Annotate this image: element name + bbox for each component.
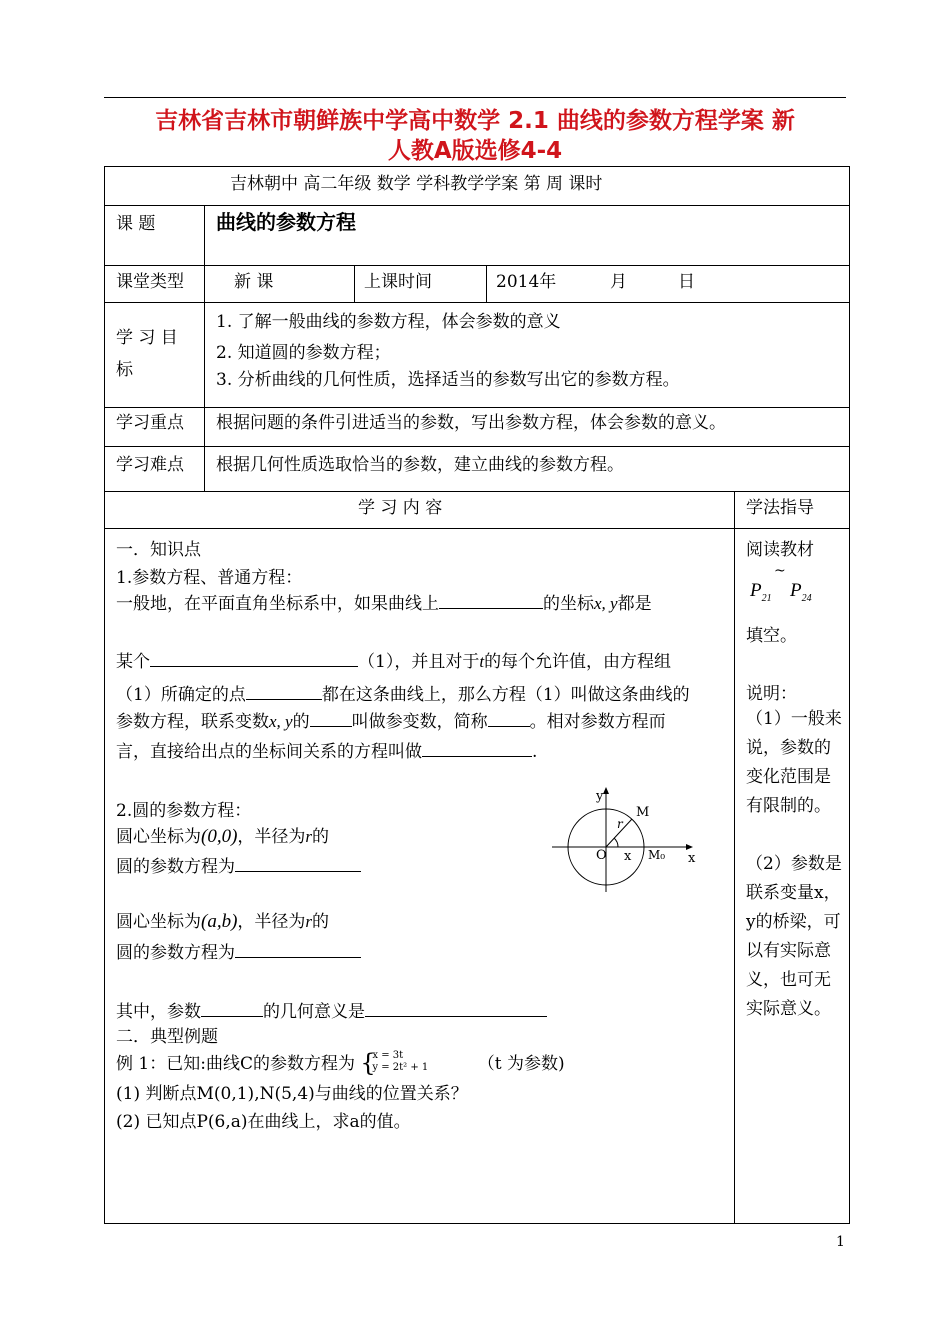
page-number: 1 [836,1234,845,1250]
circle-line-1: 圆心坐标为(0,0)，半径为r的 [116,826,330,847]
x-axis-label: x [688,851,696,866]
objectives-label-2: 标 [116,360,133,380]
lesson-day: 日 [678,272,695,292]
subsection-circle: 2.圆的参数方程： [116,801,252,821]
unit-circle-figure [548,784,708,894]
topic-value: 曲线的参数方程 [216,210,356,234]
radius-label: r [617,817,623,831]
side-explain: 说明： [746,684,797,704]
x-axis-arrow [686,844,693,850]
point-m-label: M [636,805,650,820]
example-question-2: (2) 已知点P(6,a)在曲线上，求a的值。 [116,1112,411,1132]
document-title [104,106,846,166]
angle-label: x [624,849,632,864]
col-divider [486,265,487,302]
title-line-2: 人教A版选修4-4 [387,138,563,164]
example-question-1: (1) 判断点M(0,1),N(5,4)与曲线的位置关系？ [116,1084,468,1104]
example-1: 例 1：已知:曲线C的参数方程为 { x = 3t y = 2t² + 1 （t 为参数) [116,1049,565,1077]
side-tilde: ~ [774,563,786,579]
lesson-month: 月 [610,272,627,292]
col-divider [354,265,355,302]
side-fill: 填空。 [746,626,797,646]
row-divider [104,528,850,529]
header-rule [104,97,846,98]
difficult-points-value: 根据几何性质选取恰当的参数，建立曲线的参数方程。 [216,455,624,475]
method-guide-header: 学法指导 [746,498,814,518]
lesson-type-label: 课堂类型 [116,272,184,292]
circle-line-5: 其中，参数 的几何意义是 [116,1000,547,1023]
lesson-year: 2014年 [496,272,557,292]
equation-system: { x = 3t y = 2t² + 1 [360,1049,429,1077]
side-page-start: $P_{21}$ [750,580,772,604]
para-2: 某个 （1），并且对于t的每个允许值，由方程组 [116,652,672,672]
lesson-time-label: 上课时间 [364,272,432,292]
col-divider [734,491,735,1224]
side-read-label: 阅读教材 [746,540,814,560]
para-1: 一般地，在平面直角坐标系中，如果曲线上 的坐标x, y都是 [116,594,652,614]
key-points-value: 根据问题的条件引进适当的参数，写出参数方程，体会参数的意义。 [216,413,726,433]
difficult-points-label: 学习难点 [116,455,184,475]
objective-item: 1. 了解一般曲线的参数方程，体会参数的意义 [216,312,561,332]
header-row-text: 吉林朝中 高二年级 数学 学科教学学案 第 周 课时 [230,174,603,194]
side-note-1: （1）一般来说，参数的变化范围是有限制的。 [746,709,842,816]
angle-arc [614,838,618,847]
y-axis-arrow [603,787,609,794]
row-divider [104,205,850,206]
para-3: （1）所确定的点 都在这条曲线上，那么方程（1）叫做这条曲线的 [116,685,690,705]
row-divider [104,446,850,447]
lesson-type-value: 新 课 [234,272,274,292]
row-divider [104,302,850,303]
row-divider [104,407,850,408]
subsection-parametric: 1.参数方程、普通方程： [116,568,303,588]
circle-line-2: 圆的参数方程为 [116,855,361,878]
para-5: 言，直接给出点的坐标间关系的方程叫做 . [116,742,538,762]
origin-label: O [596,848,607,863]
row-divider [104,265,850,266]
side-page-end: $P_{24}$ [790,580,812,604]
topic-label: 课 题 [116,214,156,234]
circle-line-4: 圆的参数方程为 [116,941,361,964]
content-header: 学 习 内 容 [358,498,443,518]
objective-item: 2. 知道圆的参数方程； [216,343,391,363]
para-4: 参数方程，联系变数x, y的 叫做参变数，简称 。相对参数方程而 [116,712,666,732]
section-knowledge: 一．知识点 [116,540,201,560]
circle-line-3: 圆心坐标为(a,b)，半径为r的 [116,911,330,932]
key-points-label: 学习重点 [116,413,184,433]
y-axis-label: y [596,789,604,804]
objectives-label-1: 学 习 目 [116,328,178,348]
side-note-2: （2）参数是联系变量x，y的桥梁，可以有实际意义，也可无实际意义。 [746,854,842,1019]
point-m0-label: M₀ [648,848,666,862]
title-line-1: 吉林省吉林市朝鲜族中学高中数学 2.1 曲线的参数方程学案 新 [155,108,795,134]
section-examples: 二．典型例题 [116,1027,218,1047]
row-divider [104,491,850,492]
col-divider [204,205,205,491]
objective-item: 3. 分析曲线的几何性质，选择适当的参数写出它的参数方程。 [216,370,680,390]
